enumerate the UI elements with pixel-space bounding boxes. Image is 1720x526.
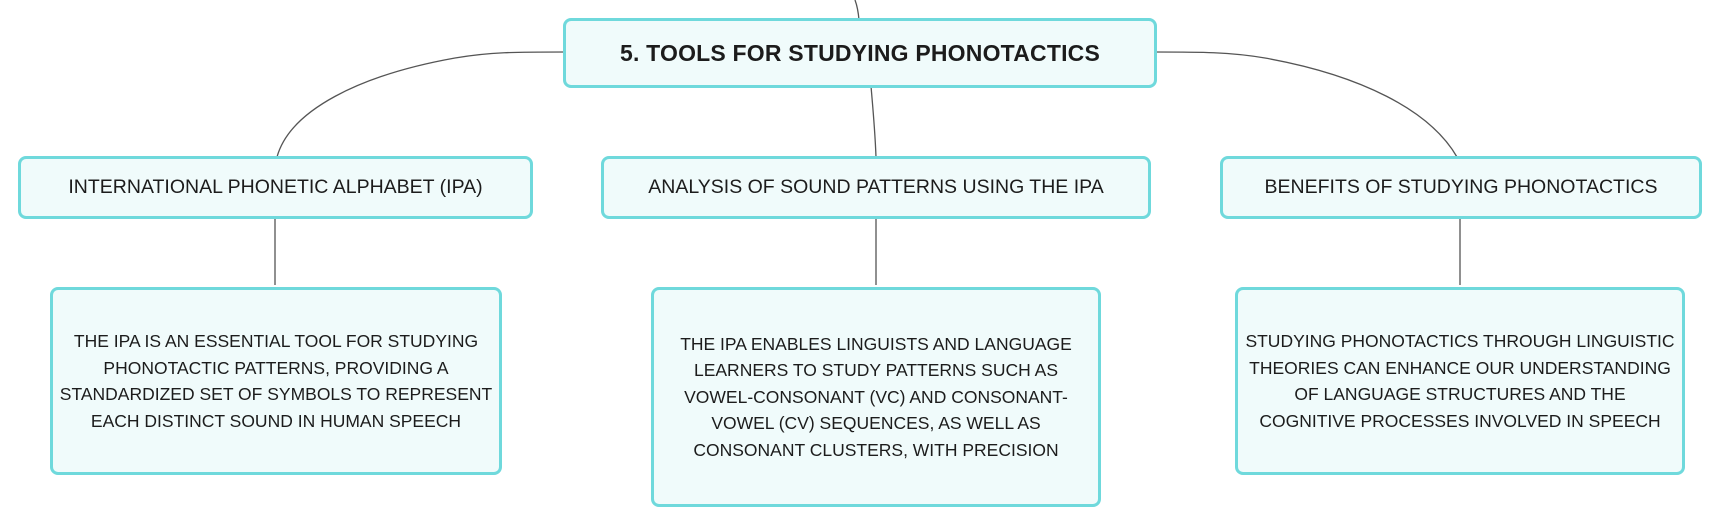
branch-node-label: ANALYSIS OF SOUND PATTERNS USING THE IPA — [648, 176, 1104, 198]
branch-node-label: INTERNATIONAL PHONETIC ALPHABET (IPA) — [68, 176, 483, 198]
detail-node-benefits[interactable] — [1235, 287, 1685, 475]
connector-root-to-branch-2 — [871, 86, 876, 157]
branch-node-label: BENEFITS OF STUDYING PHONOTACTICS — [1264, 176, 1658, 198]
detail-node-text: STUDYING PHONOTACTICS THROUGH LINGUISTIC THEORIES CAN ENHANCE OUR UNDERSTANDING OF LANGUAGE STRUCTURES AND THE COGNITIVE PROCESSES INVOLVED IN SPEECH — [1245, 331, 1675, 431]
detail-node-text: THE IPA ENABLES LINGUISTS AND LANGUAGE LEARNERS TO STUDY PATTERNS SUCH AS VOWEL-CONSONANT (VC) AND CONSONANT-VOWEL (CV) SEQUENCES, AS WELL AS CONSONANT CLUSTERS, WITH PRECISION — [680, 333, 1072, 460]
branch-node-ipa[interactable] — [18, 156, 533, 219]
root-node-label: 5. TOOLS FOR STUDYING PHONOTACTICS — [619, 39, 1101, 66]
connector-parent-to-root — [855, 0, 859, 20]
root-node[interactable] — [563, 18, 1157, 88]
branch-node-sound-patterns[interactable] — [601, 156, 1151, 219]
detail-node-text: THE IPA IS AN ESSENTIAL TOOL FOR STUDYING PHONOTACTIC PATTERNS, PROVIDING A STANDARDIZED SET OF SYMBOLS TO REPRESENT EACH DISTINCT SOUND IN HUMAN SPEECH — [59, 331, 493, 431]
branch-node-benefits[interactable] — [1220, 156, 1702, 219]
detail-node-ipa[interactable] — [50, 287, 502, 475]
detail-node-sound-patterns[interactable] — [651, 287, 1101, 507]
connector-root-to-branch-1 — [277, 52, 565, 157]
connector-root-to-branch-3 — [1155, 52, 1457, 157]
